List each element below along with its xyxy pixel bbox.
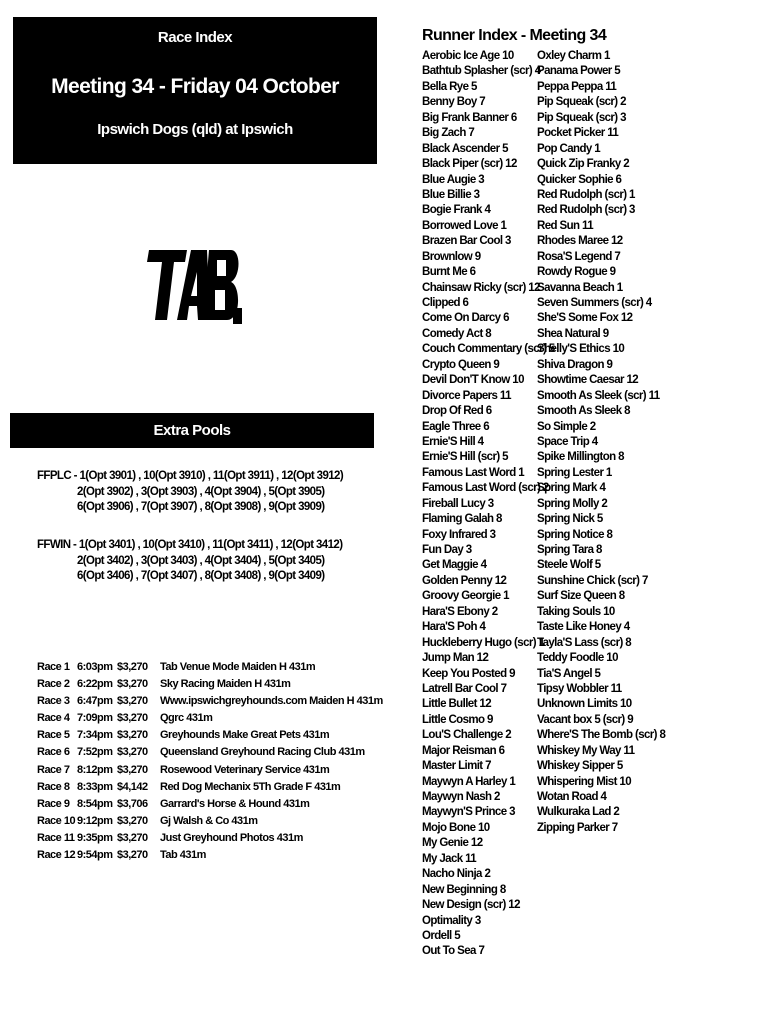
- race-index-header: [13, 17, 377, 164]
- runner-entry: Bogie Frank 4: [422, 204, 491, 217]
- race-row: [37, 830, 367, 847]
- runner-entry: Master Limit 7: [422, 760, 491, 773]
- ffwin-line: FFWIN - 1(Opt 3401) , 10(Opt 3410) , 11(Opt 3411) , 12(Opt 3412): [37, 539, 343, 551]
- runner-entry: Spring Tara 8: [537, 544, 602, 556]
- runner-entry: Crypto Queen 9: [422, 358, 500, 371]
- race-name: Sky Racing Maiden H 431m: [160, 678, 291, 691]
- runner-entry: Bathtub Splasher (scr) 4: [422, 65, 541, 78]
- runner-entry: Comedy Act 8: [422, 327, 492, 340]
- runner-entry: Spring Nick 5: [537, 513, 603, 526]
- ffwin-line: 6(Opt 3406) , 7(Opt 3407) , 8(Opt 3408) , 9(Opt 3409): [77, 570, 325, 582]
- runner-entry: Pip Squeak (scr) 2: [537, 96, 626, 109]
- race-name: Tab Venue Mode Maiden H 431m: [160, 661, 316, 673]
- runner-entry: Spring Molly 2: [537, 497, 608, 510]
- runner-entry: Pip Squeak (scr) 3: [537, 111, 626, 124]
- runner-entry: Flaming Galah 8: [422, 513, 502, 526]
- runner-entry: Surf Size Queen 8: [537, 590, 625, 603]
- runner-entry: Spring Lester 1: [537, 466, 612, 479]
- race-number: Race 7: [37, 763, 70, 776]
- runner-entry: Big Frank Banner 6: [422, 111, 517, 124]
- race-number: Race 3: [37, 695, 70, 708]
- runner-entry: Unknown Limits 10: [537, 698, 632, 711]
- race-row: [37, 762, 367, 779]
- runner-entry: Fun Day 3: [422, 544, 472, 556]
- runner-entry: Panama Power 5: [537, 65, 621, 78]
- runner-entry: Ordell 5: [422, 929, 461, 942]
- runner-entry: My Jack 11: [422, 852, 477, 865]
- runner-entry: Nacho Ninja 2: [422, 868, 491, 881]
- runner-entry: Steele Wolf 5: [537, 559, 601, 572]
- race-prize: $3,270: [117, 712, 148, 725]
- runner-entry: Whiskey My Way 11: [537, 744, 635, 757]
- runner-entry: Divorce Papers 11: [422, 389, 511, 402]
- race-number: Race 4: [37, 712, 70, 725]
- runner-entry: Tayla'S Lass (scr) 8: [537, 636, 632, 649]
- runner-entry: Black Ascender 5: [422, 142, 508, 155]
- race-prize: $3,270: [117, 729, 148, 742]
- runner-entry: My Genie 12: [422, 837, 483, 850]
- runner-entry: Burnt Me 6: [422, 266, 476, 279]
- race-prize: $3,270: [117, 831, 148, 844]
- runner-entry: Rowdy Rogue 9: [537, 266, 616, 279]
- extra-pools-heading: Extra Pools: [10, 413, 374, 448]
- race-name: Garrard's Horse & Hound 431m: [160, 797, 310, 810]
- runner-entry: Tipsy Wobbler 11: [537, 682, 622, 695]
- runner-entry: Clipped 6: [422, 297, 469, 309]
- runner-entry: Big Zach 7: [422, 127, 475, 140]
- race-name: Www.ipswichgreyhounds.com Maiden H 431m: [160, 695, 383, 708]
- runner-entry: Out To Sea 7: [422, 945, 485, 958]
- runner-entry: Zipping Parker 7: [537, 821, 618, 834]
- runner-entry: Little Cosmo 9: [422, 713, 493, 726]
- race-number: Race 12: [37, 849, 76, 862]
- runner-entry: Famous Last Word 1: [422, 466, 525, 479]
- race-prize: $3,270: [117, 661, 148, 673]
- runner-entry: Where'S The Bomb (scr) 8: [537, 729, 666, 742]
- race-time: 6:22pm: [77, 678, 113, 691]
- race-prize: $3,270: [117, 678, 148, 691]
- venue-name: Ipswich Dogs (qld) at Ipswich: [97, 121, 293, 138]
- runner-entry: Major Reisman 6: [422, 744, 505, 757]
- runner-entry: Huckleberry Hugo (scr) 1: [422, 636, 545, 649]
- race-row: [37, 779, 367, 796]
- runner-entry: Spike Millington 8: [537, 451, 624, 464]
- runner-entry: Pocket Picker 11: [537, 127, 619, 140]
- runner-entry: Drop Of Red 6: [422, 405, 492, 418]
- runner-entry: Optimality 3: [422, 914, 481, 927]
- race-name: Rosewood Veterinary Service 431m: [160, 763, 330, 776]
- runner-index-title: Runner Index - Meeting 34: [422, 27, 607, 44]
- runner-entry: Come On Darcy 6: [422, 312, 509, 325]
- race-time: 7:34pm: [77, 729, 113, 742]
- runner-entry: New Beginning 8: [422, 883, 506, 896]
- runner-entry: Sunshine Chick (scr) 7: [537, 574, 648, 587]
- runner-entry: Borrowed Love 1: [422, 219, 507, 232]
- race-number: Race 10: [37, 814, 76, 827]
- runner-entry: Red Sun 11: [537, 219, 593, 232]
- ffplc-line: 6(Opt 3906) , 7(Opt 3907) , 8(Opt 3908) , 9(Opt 3909): [77, 501, 325, 513]
- runner-entry: Red Rudolph (scr) 3: [537, 204, 635, 217]
- runner-entry: Space Trip 4: [537, 435, 598, 448]
- race-prize: $3,270: [117, 849, 148, 862]
- runner-entry: Smooth As Sleek 8: [537, 405, 630, 418]
- runner-entry: Groovy Georgie 1: [422, 590, 509, 603]
- race-number: Race 11: [37, 831, 75, 844]
- runner-entry: Fireball Lucy 3: [422, 497, 494, 510]
- race-prize: $3,706: [117, 797, 148, 810]
- race-time: 6:47pm: [77, 695, 113, 708]
- race-row: [37, 710, 367, 727]
- runner-entry: Foxy Infrared 3: [422, 528, 496, 541]
- race-time: 8:12pm: [77, 763, 113, 776]
- runner-entry: Smooth As Sleek (scr) 11: [537, 389, 660, 402]
- runner-entry: Teddy Foodle 10: [537, 652, 618, 665]
- race-number: Race 1: [37, 661, 70, 673]
- runner-entry: Savanna Beach 1: [537, 281, 623, 294]
- race-number: Race 5: [37, 729, 70, 742]
- runner-entry: Pop Candy 1: [537, 142, 601, 155]
- race-number: Race 8: [37, 780, 70, 793]
- runner-entry: Latrell Bar Cool 7: [422, 682, 507, 695]
- runner-entry: Golden Penny 12: [422, 574, 507, 587]
- runner-entry: Taste Like Honey 4: [537, 621, 630, 634]
- runner-entry: Couch Commentary (scr) 5: [422, 343, 555, 356]
- runner-entry: Rosa'S Legend 7: [537, 250, 621, 263]
- race-name: Red Dog Mechanix 5Th Grade F 431m: [160, 780, 341, 793]
- runner-entry: Aerobic Ice Age 10: [422, 50, 514, 62]
- runner-entry: Eagle Three 6: [422, 420, 489, 433]
- race-name: Greyhounds Make Great Pets 431m: [160, 729, 330, 742]
- race-name: Just Greyhound Photos 431m: [160, 831, 303, 844]
- runner-entry: New Design (scr) 12: [422, 899, 520, 912]
- race-row: [37, 847, 367, 864]
- ffplc-pool: [37, 469, 343, 516]
- race-number: Race 9: [37, 797, 70, 810]
- race-name: Tab 431m: [160, 849, 206, 862]
- race-time: 7:09pm: [77, 712, 113, 725]
- ffplc-line: FFPLC - 1(Opt 3901) , 10(Opt 3910) , 11(Opt 3911) , 12(Opt 3912): [37, 470, 344, 482]
- runner-entry: Quicker Sophie 6: [537, 173, 622, 186]
- race-time: 6:03pm: [77, 661, 113, 673]
- race-prize: $3,270: [117, 814, 148, 827]
- runner-entry: Lou'S Challenge 2: [422, 729, 512, 742]
- runner-entry: Whispering Mist 10: [537, 775, 631, 788]
- runner-entry: Chainsaw Ricky (scr) 12: [422, 281, 540, 294]
- tab-logo-icon: [147, 246, 242, 324]
- runner-entry: So Simple 2: [537, 420, 596, 433]
- ffwin-pool: [37, 538, 342, 585]
- runner-entry: Wotan Road 4: [537, 791, 607, 803]
- runner-entry: Showtime Caesar 12: [537, 374, 639, 387]
- runner-entry: Hara'S Ebony 2: [422, 605, 498, 618]
- race-row: [37, 744, 367, 761]
- runner-entry: Famous Last Word (scr) 2: [422, 482, 549, 495]
- race-time: 8:54pm: [77, 797, 113, 810]
- race-name: Gj Walsh & Co 431m: [160, 814, 258, 827]
- race-time: 7:52pm: [77, 746, 113, 759]
- ffwin-line: 2(Opt 3402) , 3(Opt 3403) , 4(Opt 3404) , 5(Opt 3405): [77, 554, 325, 567]
- page-title: Meeting 34 - Friday 04 October: [51, 75, 339, 98]
- race-number: Race 2: [37, 678, 70, 691]
- runner-entry: Black Piper (scr) 12: [422, 158, 517, 171]
- runner-entry: Blue Augie 3: [422, 173, 485, 186]
- runner-entry: Red Rudolph (scr) 1: [537, 188, 635, 201]
- runner-entry: Rhodes Maree 12: [537, 235, 623, 248]
- race-number: Race 6: [37, 746, 70, 759]
- race-row: [37, 659, 367, 676]
- runner-entry: Peppa Peppa 11: [537, 80, 617, 93]
- race-time: 9:54pm: [77, 849, 113, 862]
- runner-entry: Maywyn Nash 2: [422, 791, 500, 803]
- runner-entry: Shiva Dragon 9: [537, 358, 613, 371]
- runner-entry: Quick Zip Franky 2: [537, 158, 630, 171]
- runner-entry: She'S Some Fox 12: [537, 312, 633, 325]
- race-row: [37, 693, 383, 710]
- runner-entry: Oxley Charm 1: [537, 50, 610, 62]
- runner-entry: Whiskey Sipper 5: [537, 760, 623, 773]
- runner-entry: Brownlow 9: [422, 250, 481, 263]
- runner-entry: Maywyn'S Prince 3: [422, 806, 515, 819]
- runner-entry: Mojo Bone 10: [422, 821, 490, 834]
- runner-entry: Brazen Bar Cool 3: [422, 235, 511, 248]
- runner-entry: Taking Souls 10: [537, 605, 615, 618]
- race-prize: $3,270: [117, 746, 148, 759]
- runner-entry: Tia'S Angel 5: [537, 667, 601, 680]
- runner-column-1: [422, 49, 555, 960]
- race-name: Qgrc 431m: [160, 712, 213, 725]
- runner-entry: Jump Man 12: [422, 652, 489, 665]
- runner-entry: Devil Don'T Know 10: [422, 374, 524, 387]
- runner-entry: Spring Notice 8: [537, 528, 613, 541]
- race-list: [37, 659, 383, 864]
- runner-entry: Shelly'S Ethics 10: [537, 343, 625, 356]
- race-row: [37, 796, 367, 813]
- race-prize: $3,270: [117, 763, 148, 776]
- runner-entry: Bella Rye 5: [422, 80, 477, 93]
- runner-entry: Blue Billie 3: [422, 188, 480, 201]
- race-row: [37, 676, 367, 693]
- runner-entry: Ernie'S Hill 4: [422, 435, 484, 448]
- race-time: 9:35pm: [77, 831, 113, 844]
- runner-entry: Wulkuraka Lad 2: [537, 806, 620, 819]
- race-row: [37, 813, 367, 830]
- runner-entry: Ernie'S Hill (scr) 5: [422, 451, 508, 464]
- ffplc-line: 2(Opt 3902) , 3(Opt 3903) , 4(Opt 3904) , 5(Opt 3905): [77, 485, 325, 498]
- runner-entry: Shea Natural 9: [537, 327, 609, 340]
- runner-entry: Seven Summers (scr) 4: [537, 297, 652, 309]
- runner-entry: Hara'S Poh 4: [422, 621, 486, 634]
- race-time: 8:33pm: [77, 780, 113, 793]
- runner-column-2: [537, 49, 665, 836]
- runner-entry: Benny Boy 7: [422, 96, 486, 109]
- race-prize: $3,270: [117, 695, 148, 708]
- runner-entry: Maywyn A Harley 1: [422, 775, 516, 788]
- runner-entry: Spring Mark 4: [537, 482, 606, 495]
- runner-entry: Get Maggie 4: [422, 559, 487, 572]
- race-prize: $4,142: [117, 780, 148, 793]
- runner-entry: Little Bullet 12: [422, 698, 491, 711]
- race-time: 9:12pm: [77, 814, 113, 827]
- runner-entry: Keep You Posted 9: [422, 667, 515, 680]
- header-label: Race Index: [157, 29, 233, 46]
- race-row: [37, 727, 367, 744]
- race-name: Queensland Greyhound Racing Club 431m: [160, 746, 365, 759]
- runner-entry: Vacant box 5 (scr) 9: [537, 713, 634, 726]
